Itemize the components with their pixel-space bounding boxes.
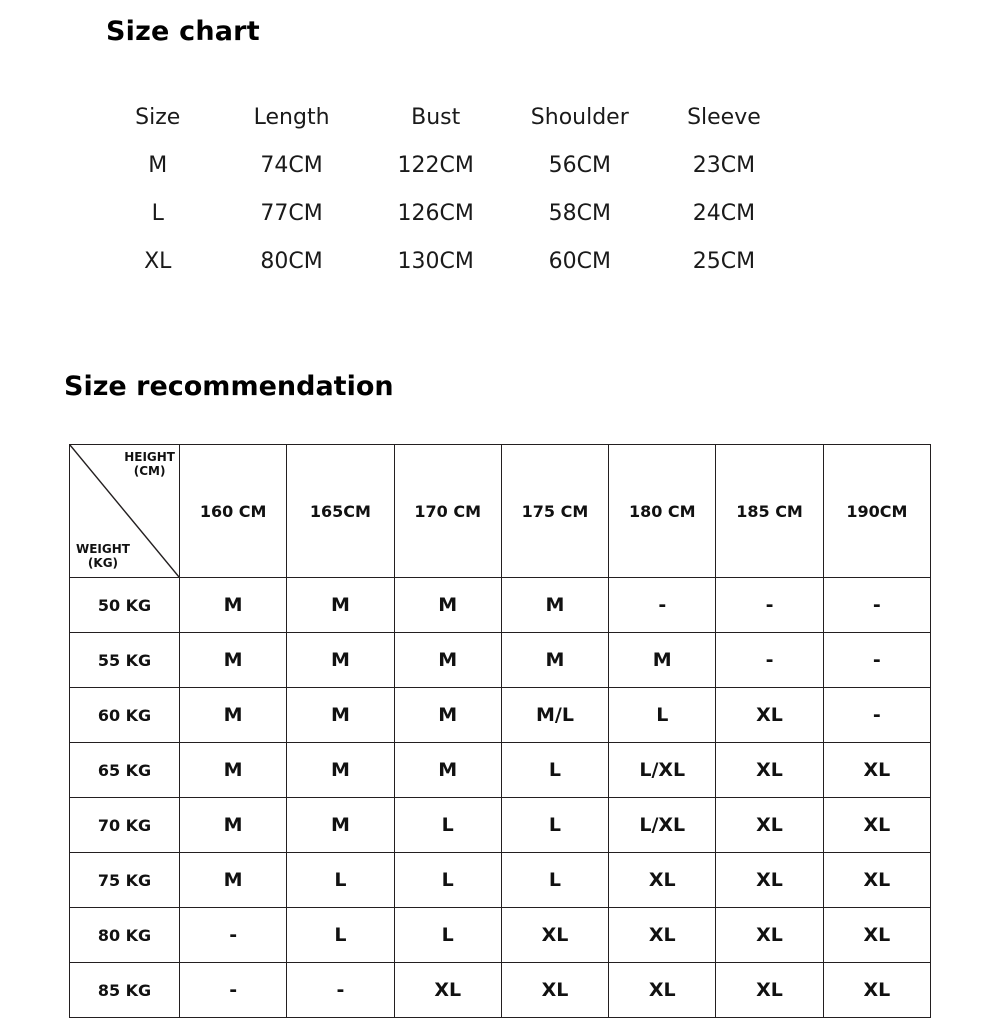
cell-size-recommendation: M <box>180 743 287 798</box>
cell-size-recommendation: L <box>609 688 716 743</box>
cell-size-recommendation: L/XL <box>609 743 716 798</box>
row-label-weight: 70 KG <box>70 798 180 853</box>
cell-length: 77CM <box>260 200 323 226</box>
cell-size-recommendation: XL <box>716 743 823 798</box>
cell-length: 74CM <box>260 152 323 178</box>
column-header-bust: Bust <box>411 104 461 130</box>
cell-size-recommendation: M <box>180 578 287 633</box>
table-row <box>70 798 931 853</box>
cell-size-recommendation: L <box>287 853 394 908</box>
cell-size-recommendation: M <box>287 688 394 743</box>
cell-size-recommendation: XL <box>501 908 608 963</box>
cell-size-recommendation: XL <box>716 853 823 908</box>
corner-height-label-line1: HEIGHT <box>124 450 175 464</box>
row-label-weight: 80 KG <box>70 908 180 963</box>
cell-size-recommendation: XL <box>394 963 501 1018</box>
cell-length: 80CM <box>260 248 323 274</box>
cell-size-recommendation: - <box>716 633 823 688</box>
cell-size-recommendation: M <box>501 633 608 688</box>
row-label-weight: 50 KG <box>70 578 180 633</box>
cell-size-recommendation: XL <box>823 798 930 853</box>
cell-size-recommendation: - <box>180 963 287 1018</box>
table-row <box>70 633 931 688</box>
cell-size-recommendation: M <box>287 743 394 798</box>
column-header-height-165: 165CM <box>287 445 394 578</box>
cell-size-recommendation: XL <box>823 743 930 798</box>
table-header-row <box>96 93 796 141</box>
column-header-length: Length <box>253 104 330 130</box>
cell-size-recommendation: M <box>394 688 501 743</box>
size-chart-title: Size chart <box>106 16 260 47</box>
column-header-height-170: 170 CM <box>394 445 501 578</box>
cell-size-recommendation: XL <box>716 688 823 743</box>
cell-size-recommendation: M <box>180 798 287 853</box>
row-label-weight: 60 KG <box>70 688 180 743</box>
cell-size: M <box>148 152 168 178</box>
corner-weight-label <box>76 543 130 571</box>
size-recommendation-table <box>69 444 931 1018</box>
row-label-weight: 75 KG <box>70 853 180 908</box>
row-label-weight: 65 KG <box>70 743 180 798</box>
size-recommendation-title: Size recommendation <box>64 371 394 402</box>
cell-size-recommendation: L <box>501 853 608 908</box>
corner-cell-height-weight <box>70 445 180 578</box>
cell-bust: 130CM <box>397 248 474 274</box>
cell-size-recommendation: - <box>823 578 930 633</box>
table-row <box>70 853 931 908</box>
cell-size-recommendation: M <box>287 633 394 688</box>
cell-size-recommendation: XL <box>716 908 823 963</box>
column-header-height-180: 180 CM <box>609 445 716 578</box>
cell-size-recommendation: L <box>501 743 608 798</box>
cell-size-recommendation: L/XL <box>609 798 716 853</box>
cell-size-recommendation: L <box>394 908 501 963</box>
cell-size-recommendation: L <box>394 853 501 908</box>
corner-height-label-line2: (CM) <box>133 463 166 478</box>
cell-sleeve: 25CM <box>692 248 756 274</box>
size-chart-table <box>96 93 796 285</box>
cell-size-recommendation: XL <box>716 963 823 1018</box>
cell-bust: 126CM <box>397 200 474 226</box>
column-header-height-160: 160 CM <box>180 445 287 578</box>
cell-sleeve: 23CM <box>692 152 756 178</box>
cell-size-recommendation: M <box>287 798 394 853</box>
cell-size-recommendation: - <box>287 963 394 1018</box>
cell-size-recommendation: M <box>394 633 501 688</box>
cell-shoulder: 56CM <box>548 152 611 178</box>
cell-size-recommendation: XL <box>609 963 716 1018</box>
cell-size-recommendation: M <box>180 688 287 743</box>
table-header-row <box>70 445 931 578</box>
table-row <box>70 908 931 963</box>
cell-size-recommendation: M/L <box>501 688 608 743</box>
cell-size-recommendation: M <box>501 578 608 633</box>
table-row <box>70 688 931 743</box>
cell-size-recommendation: L <box>501 798 608 853</box>
size-recommendation-table-wrap <box>69 444 931 1018</box>
cell-size-recommendation: XL <box>609 908 716 963</box>
cell-size: XL <box>144 248 172 274</box>
table-row <box>96 141 796 189</box>
column-header-height-190: 190CM <box>823 445 930 578</box>
column-header-height-175: 175 CM <box>501 445 608 578</box>
cell-shoulder: 58CM <box>548 200 611 226</box>
corner-weight-label-line2: (KG) <box>87 556 119 571</box>
cell-size-recommendation: L <box>287 908 394 963</box>
corner-weight-label-line1: WEIGHT <box>76 542 130 557</box>
cell-size-recommendation: XL <box>823 963 930 1018</box>
row-label-weight: 55 KG <box>70 633 180 688</box>
cell-size-recommendation: - <box>823 688 930 743</box>
table-row <box>70 578 931 633</box>
table-row <box>96 237 796 285</box>
table-row <box>70 963 931 1018</box>
cell-size: L <box>151 200 164 226</box>
cell-size-recommendation: M <box>394 578 501 633</box>
row-label-weight: 85 KG <box>70 963 180 1018</box>
cell-size-recommendation: M <box>394 743 501 798</box>
column-header-shoulder: Shoulder <box>530 104 629 130</box>
cell-size-recommendation: - <box>716 578 823 633</box>
cell-sleeve: 24CM <box>692 200 756 226</box>
table-row <box>96 189 796 237</box>
column-header-size: Size <box>135 104 181 130</box>
table-row <box>70 743 931 798</box>
cell-size-recommendation: M <box>287 578 394 633</box>
cell-size-recommendation: XL <box>823 908 930 963</box>
cell-size-recommendation: - <box>180 908 287 963</box>
cell-bust: 122CM <box>397 152 474 178</box>
cell-size-recommendation: XL <box>609 853 716 908</box>
corner-height-label <box>124 451 175 479</box>
cell-size-recommendation: M <box>180 633 287 688</box>
cell-size-recommendation: - <box>609 578 716 633</box>
cell-size-recommendation: L <box>394 798 501 853</box>
column-header-sleeve: Sleeve <box>687 104 761 130</box>
cell-size-recommendation: - <box>823 633 930 688</box>
cell-size-recommendation: XL <box>501 963 608 1018</box>
cell-size-recommendation: XL <box>716 798 823 853</box>
cell-size-recommendation: XL <box>823 853 930 908</box>
cell-size-recommendation: M <box>180 853 287 908</box>
column-header-height-185: 185 CM <box>716 445 823 578</box>
cell-size-recommendation: M <box>609 633 716 688</box>
cell-shoulder: 60CM <box>548 248 611 274</box>
